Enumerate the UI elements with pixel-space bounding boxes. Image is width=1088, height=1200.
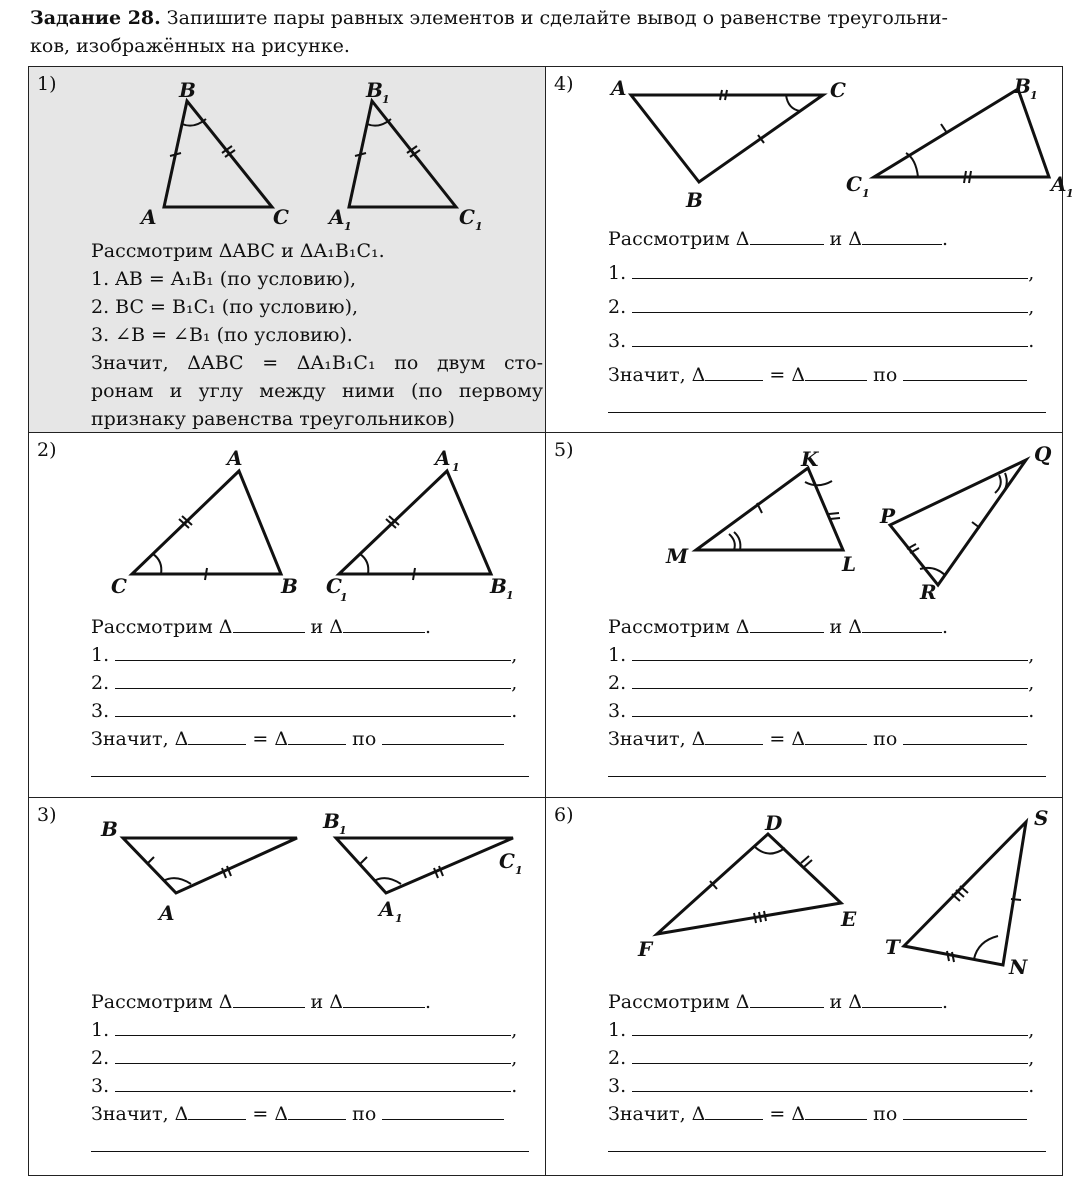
triangle-4-blank[interactable] bbox=[288, 1099, 346, 1120]
vertex-B1: B bbox=[1014, 74, 1031, 98]
vertex-B1: B bbox=[323, 809, 340, 833]
vertex-A: A bbox=[611, 76, 627, 100]
reason-blank-2[interactable] bbox=[608, 1131, 1046, 1152]
period: . bbox=[941, 228, 949, 250]
and-label: и Δ bbox=[829, 616, 862, 638]
vertex-E: E bbox=[841, 907, 857, 931]
consider-label: Рассмотрим Δ bbox=[608, 616, 750, 638]
vertex-L: L bbox=[842, 552, 857, 576]
line-3-blank[interactable] bbox=[632, 1071, 1028, 1092]
line-2-blank[interactable] bbox=[115, 1043, 511, 1064]
vertex-B: B bbox=[179, 78, 196, 102]
task-4-figure bbox=[546, 67, 1074, 217]
znachit-label: Значит, Δ bbox=[91, 728, 189, 750]
cell-number: 5) bbox=[554, 439, 574, 461]
vertex-N: N bbox=[1009, 955, 1028, 979]
line-3-label: 3. bbox=[608, 700, 627, 722]
period: . bbox=[424, 991, 432, 1013]
comma: , bbox=[511, 1019, 518, 1041]
po-label: по bbox=[352, 1103, 377, 1125]
line-2-blank[interactable] bbox=[632, 292, 1028, 313]
vertex-A1-sub: 1 bbox=[1066, 187, 1074, 200]
line-3-blank[interactable] bbox=[632, 326, 1028, 347]
and-label: и Δ bbox=[310, 991, 343, 1013]
task-3-figure bbox=[29, 798, 546, 968]
cell-number: 1) bbox=[37, 73, 57, 95]
znachit-label: Значит, Δ bbox=[608, 1103, 706, 1125]
answer-template bbox=[608, 612, 1046, 784]
cell-number: 4) bbox=[554, 73, 574, 95]
vertex-B: B bbox=[101, 817, 118, 841]
po-label: по bbox=[352, 728, 377, 750]
task-title-text-2: ков, изображённых на рисунке. bbox=[30, 35, 350, 57]
reason-blank[interactable] bbox=[903, 724, 1027, 745]
triangle-2-blank[interactable] bbox=[343, 987, 425, 1008]
triangle-3-blank[interactable] bbox=[705, 1099, 763, 1120]
vertex-C1-sub: 1 bbox=[862, 187, 870, 200]
vertex-Q: Q bbox=[1034, 442, 1052, 466]
example-step-1: 1. AB = A₁B₁ (по условию), bbox=[91, 268, 357, 290]
task-cell-6 bbox=[546, 798, 1063, 1176]
vertex-F: F bbox=[638, 937, 653, 961]
line-2-blank[interactable] bbox=[632, 668, 1028, 689]
period: . bbox=[424, 616, 432, 638]
triangle-3-blank[interactable] bbox=[705, 360, 763, 381]
reason-blank[interactable] bbox=[382, 724, 504, 745]
triangle-1-blank[interactable] bbox=[233, 987, 305, 1008]
line-3-blank[interactable] bbox=[115, 696, 511, 717]
vertex-A1: A bbox=[329, 205, 345, 229]
consider-label: Рассмотрим Δ bbox=[608, 991, 750, 1013]
znachit-label: Значит, Δ bbox=[608, 364, 706, 386]
vertex-R: R bbox=[920, 580, 937, 604]
consider-label: Рассмотрим Δ bbox=[91, 991, 233, 1013]
triangle-2-blank[interactable] bbox=[862, 987, 942, 1008]
reason-blank[interactable] bbox=[903, 1099, 1027, 1120]
example-solution bbox=[91, 237, 543, 433]
vertex-C1-sub: 1 bbox=[340, 591, 348, 604]
consider-label: Рассмотрим Δ bbox=[608, 228, 750, 250]
vertex-A: A bbox=[227, 446, 243, 470]
vertex-A1: A bbox=[435, 446, 451, 470]
comma: , bbox=[511, 644, 518, 666]
task-cell-2 bbox=[29, 433, 546, 798]
triangle-1-blank[interactable] bbox=[233, 612, 305, 633]
and-label: и Δ bbox=[829, 991, 862, 1013]
reason-blank-2[interactable] bbox=[608, 392, 1046, 413]
po-label: по bbox=[873, 728, 898, 750]
comma: , bbox=[1028, 262, 1035, 284]
cell-number: 2) bbox=[37, 439, 57, 461]
example-step-2: 2. BC = B₁C₁ (по условию), bbox=[91, 296, 359, 318]
task-2-figure bbox=[29, 433, 546, 603]
reason-blank[interactable] bbox=[382, 1099, 504, 1120]
period: . bbox=[1028, 1075, 1035, 1097]
triangle-4-blank[interactable] bbox=[805, 724, 867, 745]
consider-label: Рассмотрим Δ bbox=[91, 616, 233, 638]
example-conclusion-3: признаку равенства треугольников) bbox=[91, 408, 455, 430]
period: . bbox=[511, 1075, 518, 1097]
line-2-blank[interactable] bbox=[115, 668, 511, 689]
equals-label: = Δ bbox=[252, 1103, 289, 1125]
vertex-B: B bbox=[281, 574, 298, 598]
triangle-2-blank[interactable] bbox=[862, 224, 942, 245]
reason-blank-2[interactable] bbox=[91, 1131, 529, 1152]
line-2-label: 2. bbox=[608, 1047, 627, 1069]
line-1-label: 1. bbox=[91, 644, 110, 666]
task-cell-5 bbox=[546, 433, 1063, 798]
vertex-C1-sub: 1 bbox=[515, 864, 523, 877]
triangle-1-blank[interactable] bbox=[750, 224, 824, 245]
line-3-label: 3. bbox=[608, 1075, 627, 1097]
vertex-A: A bbox=[141, 205, 157, 229]
triangle-3-blank[interactable] bbox=[188, 1099, 246, 1120]
line-1-blank[interactable] bbox=[632, 640, 1028, 661]
vertex-P: P bbox=[880, 504, 896, 528]
triangle-2-blank[interactable] bbox=[862, 612, 942, 633]
task-6-figure bbox=[546, 798, 1063, 979]
line-1-blank[interactable] bbox=[115, 1015, 511, 1036]
example-cell bbox=[29, 67, 546, 433]
task-5-figure bbox=[546, 433, 1063, 603]
vertex-C: C bbox=[273, 205, 289, 229]
comma: , bbox=[1028, 296, 1035, 318]
task-title-text: Запишите пары равных элементов и сделайте вывод о равенстве треугольни- bbox=[166, 7, 948, 29]
vertex-T: T bbox=[885, 935, 900, 959]
task-header bbox=[30, 4, 1070, 60]
example-conclusion-1: Значит, ΔABC = ΔA₁B₁C₁ по двум сто- bbox=[91, 352, 543, 374]
and-label: и Δ bbox=[310, 616, 343, 638]
equals-label: = Δ bbox=[252, 728, 289, 750]
equals-label: = Δ bbox=[769, 1103, 806, 1125]
vertex-C: C bbox=[830, 78, 846, 102]
answer-template bbox=[608, 224, 1046, 420]
vertex-S: S bbox=[1034, 806, 1049, 830]
vertex-C1: C bbox=[499, 849, 515, 873]
reason-blank[interactable] bbox=[903, 360, 1027, 381]
line-3-label: 3. bbox=[91, 1075, 110, 1097]
line-2-label: 2. bbox=[91, 672, 110, 694]
task-cell-4 bbox=[546, 67, 1074, 433]
vertex-B1: B bbox=[366, 78, 383, 102]
and-label: и Δ bbox=[829, 228, 862, 250]
vertex-C1-sub: 1 bbox=[475, 220, 483, 233]
example-figure bbox=[29, 67, 546, 237]
comma: , bbox=[1028, 1047, 1035, 1069]
triangle-1-blank[interactable] bbox=[750, 612, 824, 633]
triangle-4-blank[interactable] bbox=[805, 1099, 867, 1120]
line-3-blank[interactable] bbox=[115, 1071, 511, 1092]
period: . bbox=[511, 700, 518, 722]
vertex-A: A bbox=[159, 901, 175, 925]
vertex-K: K bbox=[801, 447, 819, 471]
comma: , bbox=[511, 672, 518, 694]
znachit-label: Значит, Δ bbox=[608, 728, 706, 750]
cell-number: 3) bbox=[37, 804, 57, 826]
line-2-label: 2. bbox=[91, 1047, 110, 1069]
comma: , bbox=[1028, 1019, 1035, 1041]
triangle-4-blank[interactable] bbox=[805, 360, 867, 381]
period: . bbox=[941, 616, 949, 638]
period: . bbox=[1028, 330, 1035, 352]
vertex-A1-sub: 1 bbox=[452, 461, 460, 474]
comma: , bbox=[1028, 644, 1035, 666]
task-cell-3 bbox=[29, 798, 546, 1176]
line-3-blank[interactable] bbox=[632, 696, 1028, 717]
vertex-A1: A bbox=[379, 897, 395, 921]
equals-label: = Δ bbox=[769, 364, 806, 386]
line-3-label: 3. bbox=[608, 330, 627, 352]
triangle-3-blank[interactable] bbox=[188, 724, 246, 745]
line-2-label: 2. bbox=[608, 672, 627, 694]
vertex-B1: B bbox=[490, 574, 507, 598]
znachit-label: Значит, Δ bbox=[91, 1103, 189, 1125]
comma: , bbox=[511, 1047, 518, 1069]
answer-template bbox=[608, 987, 1046, 1159]
vertex-C: C bbox=[111, 574, 127, 598]
line-1-label: 1. bbox=[608, 644, 627, 666]
vertex-B1-sub: 1 bbox=[339, 824, 347, 837]
vertex-A1-sub: 1 bbox=[395, 912, 403, 925]
vertex-B1-sub: 1 bbox=[382, 93, 390, 106]
example-consider: Рассмотрим ΔABC и ΔA₁B₁C₁. bbox=[91, 240, 385, 262]
example-step-3: 3. ∠B = ∠B₁ (по условию). bbox=[91, 324, 353, 346]
line-1-blank[interactable] bbox=[115, 640, 511, 661]
vertex-B: B bbox=[686, 188, 703, 212]
reason-blank-2[interactable] bbox=[91, 756, 529, 777]
line-1-label: 1. bbox=[608, 262, 627, 284]
po-label: по bbox=[873, 1103, 898, 1125]
vertex-M: M bbox=[666, 544, 689, 568]
vertex-B1-sub: 1 bbox=[1030, 89, 1038, 102]
cell-number: 6) bbox=[554, 804, 574, 826]
line-2-label: 2. bbox=[608, 296, 627, 318]
vertex-B1-sub: 1 bbox=[506, 589, 514, 602]
period: . bbox=[941, 991, 949, 1013]
equals-label: = Δ bbox=[769, 728, 806, 750]
line-3-label: 3. bbox=[91, 700, 110, 722]
vertex-A1: A bbox=[1051, 172, 1067, 196]
answer-template bbox=[91, 612, 529, 784]
triangle-4-blank[interactable] bbox=[288, 724, 346, 745]
answer-template bbox=[91, 987, 529, 1159]
example-conclusion-2: ронам и углу между ними (по первому bbox=[91, 380, 543, 402]
triangle-2-blank[interactable] bbox=[343, 612, 425, 633]
task-grid bbox=[28, 66, 1074, 1176]
triangle-1-blank[interactable] bbox=[750, 987, 824, 1008]
vertex-A1-sub: 1 bbox=[344, 220, 352, 233]
period: . bbox=[1028, 700, 1035, 722]
vertex-C1: C bbox=[459, 205, 475, 229]
po-label: по bbox=[873, 364, 898, 386]
line-1-label: 1. bbox=[608, 1019, 627, 1041]
comma: , bbox=[1028, 672, 1035, 694]
vertex-C1: C bbox=[846, 172, 862, 196]
line-1-label: 1. bbox=[91, 1019, 110, 1041]
vertex-C1: C bbox=[326, 574, 342, 598]
triangle-3-blank[interactable] bbox=[705, 724, 763, 745]
line-2-blank[interactable] bbox=[632, 1043, 1028, 1064]
line-1-blank[interactable] bbox=[632, 258, 1028, 279]
task-title-bold: Задание 28. bbox=[30, 7, 161, 29]
line-1-blank[interactable] bbox=[632, 1015, 1028, 1036]
reason-blank-2[interactable] bbox=[608, 756, 1046, 777]
vertex-D: D bbox=[765, 811, 783, 835]
